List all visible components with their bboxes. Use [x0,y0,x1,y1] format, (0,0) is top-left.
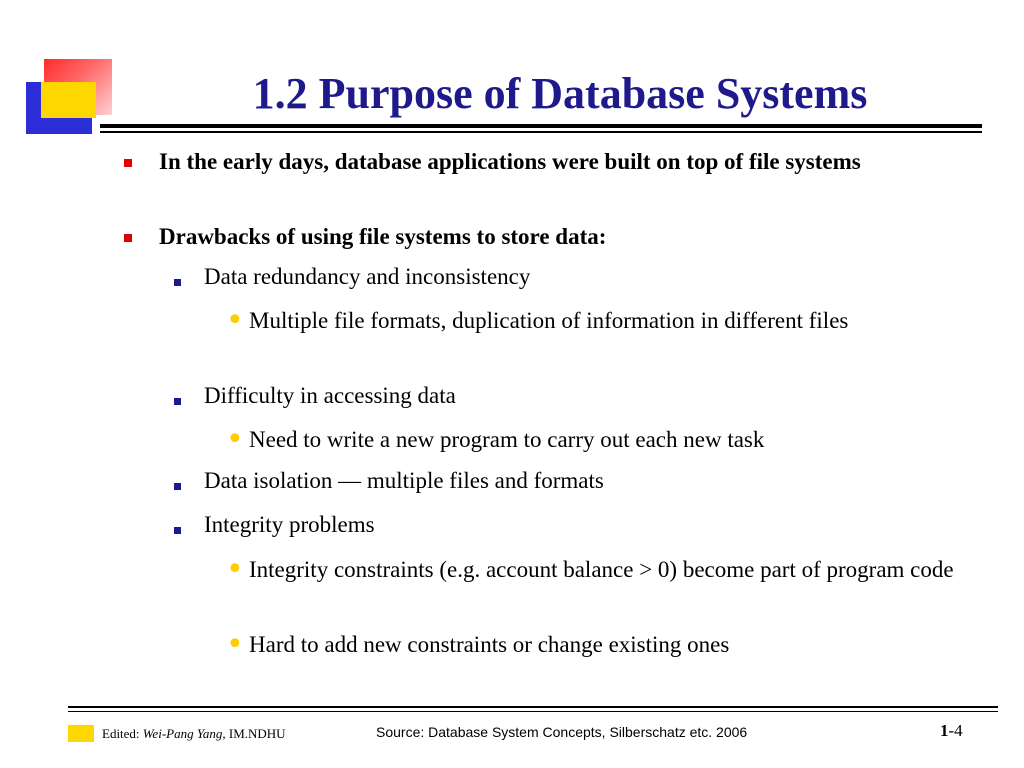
page-chapter: 1 [940,721,949,740]
sub-bullet-item: Data isolation — multiple files and formats [204,468,604,493]
sub-bullet-item: Data redundancy and inconsistency [204,264,531,289]
slide-logo [0,0,120,140]
sub-bullet-item: Integrity problems [204,512,375,537]
slide-title: 1.2 Purpose of Database Systems [252,69,868,118]
bullet-marker-dot: • [226,552,244,587]
bullet-item: Drawbacks of using file systems to store data: [159,224,607,249]
footer-author: Wei-Pang Yang, [142,726,226,741]
footer-divider-thin [68,711,998,712]
footer-affiliation: IM.NDHU [225,726,286,741]
logo-yellow-square [41,82,96,118]
bullet-marker-blue [174,483,181,490]
title-divider-thin [100,131,982,133]
bullet-marker-red [124,234,132,242]
sub-sub-bullet-item: Integrity constraints (e.g. account balance > 0) become part of program code [249,557,954,582]
sub-sub-bullet-item: Hard to add new constraints or change existing ones [249,632,730,657]
sub-bullet-item: Difficulty in accessing data [204,383,456,408]
footer-edited-label: Edited: [102,726,143,741]
bullet-marker-dot: • [226,422,244,457]
bullet-marker-blue [174,279,181,286]
footer-logo-box [68,725,94,742]
sub-sub-bullet-item: Need to write a new program to carry out each new task [249,427,765,452]
bullet-marker-dot: • [226,303,244,338]
sub-sub-bullet-item: Multiple file formats, duplication of information in different files [249,308,849,333]
footer-source: Source: Database System Concepts, Silberschatz etc. 2006 [376,724,748,740]
title-divider [100,124,982,128]
bullet-marker-dot: • [226,627,244,662]
footer-divider [68,706,998,708]
bullet-marker-blue [174,398,181,405]
page-suffix: -4 [948,721,963,740]
footer-credit [102,725,286,743]
bullet-marker-blue [174,527,181,534]
page-number [940,721,963,741]
bullet-marker-red [124,159,132,167]
bullet-item: In the early days, database applications were built on top of file systems [159,149,861,174]
